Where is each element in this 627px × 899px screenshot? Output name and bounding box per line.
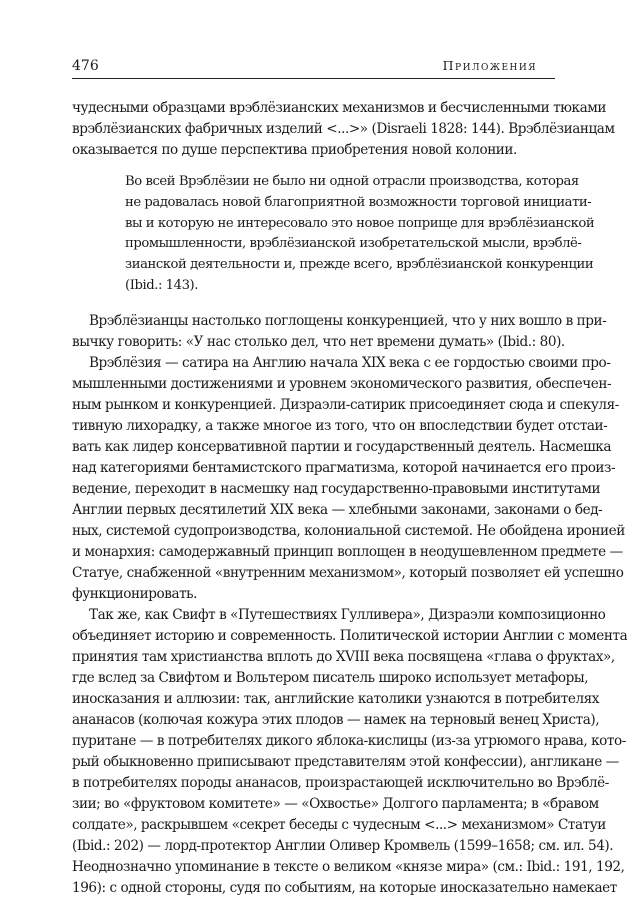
text-line: Статуе, снабженной «внутренним механизмом», который позволяет ей успешно	[72, 564, 624, 581]
text-line: над категориями бентамистского прагматизма, которой начинается его произ-	[72, 459, 616, 476]
text-line: 196): с одной стороны, судя по событиям, на которые иносказательно намекает	[72, 879, 617, 896]
text-line: врэблёзианских фабричных изделий <...>» (Disraeli 1828: 144). Врэблёзианцам	[72, 121, 615, 137]
text-line: функционировать.	[72, 585, 197, 602]
body-text	[72, 98, 627, 899]
text-line: оказывается по душе перспектива приобретения новой колонии.	[72, 142, 517, 158]
paragraph-4	[72, 605, 627, 899]
text-line: пуритане — в потребителях дикого яблока-кислицы (из-за угрюмого нрава, кото-	[72, 732, 626, 749]
text-line: ведение, переходит в насмешку над государственно-правовыми институтами	[72, 480, 601, 497]
text-line: мышленными достижениями и уровнем экономического развития, обеспечен-	[72, 375, 612, 392]
quote-line: промышленности, врэблёзианской изобретательской мысли, врэблё-	[125, 236, 582, 252]
text-line: чудесными образцами врэблёзианских механизмов и бесчисленными тюками	[72, 100, 606, 116]
text-line: рый обыкновенно приписывают представителям этой конфессии), англикане —	[72, 753, 619, 770]
text-line: вать как лидер консервативной партии и государственный деятель. Насмешка	[72, 438, 611, 455]
paragraph-1	[72, 98, 615, 161]
text-line: зии; во «фруктовом комитете» — «Охвостье» Долгого парламента; в «бравом	[72, 795, 599, 812]
text-line: ным рынком и конкуренцией. Дизраэли-сатирик присоединяет сюда и спекуля-	[72, 396, 619, 413]
text-line: (Ibid.: 202) — лорд-протектор Англии Оливер Кромвель (1599–1658; см. ил. 54).	[72, 837, 614, 854]
text-line: иносказания и аллюзии: так, английские католики узнаются в потребителях	[72, 690, 599, 707]
page-number: 476	[72, 58, 99, 74]
paragraph-2	[72, 311, 607, 353]
quote-line: (Ibid.: 143).	[125, 277, 198, 293]
text-line: Англии первых десятилетий XIX века — хлебными законами, законами о бед-	[72, 501, 603, 518]
text-line: принятия там христианства вплоть до XVIII века посвящена «глава о фруктах»,	[72, 648, 615, 665]
text-line: солдате», раскрывшем «секрет беседы с чудесным <...> механизмом» Статуи	[72, 816, 606, 833]
text-line: Неоднозначно упоминание в тексте о великом «князе мира» (см.: Ibid.: 191, 192,	[72, 858, 625, 875]
text-line: ананасов (колючая кожура этих плодов — намек на терновый венец Христа),	[72, 711, 600, 728]
running-head: Приложения	[442, 58, 537, 73]
quote-line: Во всей Врэблёзии не было ни одной отрасли производства, которая	[125, 174, 579, 189]
text-line: Врэблёзия — сатира на Англию начала XIX века с ее гордостью своими про-	[89, 354, 611, 371]
block-quote	[125, 172, 595, 297]
text-line: Врэблёзианцы настолько поглощены конкуренцией, что у них вошло в при-	[89, 312, 607, 329]
text-line: в потребителях породы ананасов, произрастающей исключительно во Врэблё-	[72, 774, 609, 791]
text-line: Так же, как Свифт в «Путешествиях Гулливера», Дизраэли композиционно	[89, 606, 606, 623]
paragraph-3	[72, 353, 625, 605]
text-line: и монархия: самодержавный принцип воплощен в неодушевленном предмете —	[72, 543, 623, 560]
quote-line: не радовалась новой благоприятной возможности торговой инициати-	[125, 194, 592, 210]
text-line: вычку говорить: «У нас столько дел, что нет времени думать» (Ibid.: 80).	[72, 333, 565, 350]
text-line: ных, системой судопроизводства, колониальной системой. Не обойдена иронией	[72, 522, 625, 539]
quote-line: зианской деятельности и, прежде всего, врэблёзианской конкуренции	[125, 257, 594, 273]
text-line: где вслед за Свифтом и Вольтером писатель широко использует метафоры,	[72, 669, 589, 686]
text-line: объединяет историю и современность. Политической истории Англии с момента	[72, 627, 627, 644]
quote-line: вы и которую не интересовало это новое поприще для врэблёзианской	[125, 215, 595, 231]
page-header	[72, 58, 555, 79]
text-line: тивную лихорадку, а также многое из того, что он впоследствии будет отстаи-	[72, 417, 608, 434]
